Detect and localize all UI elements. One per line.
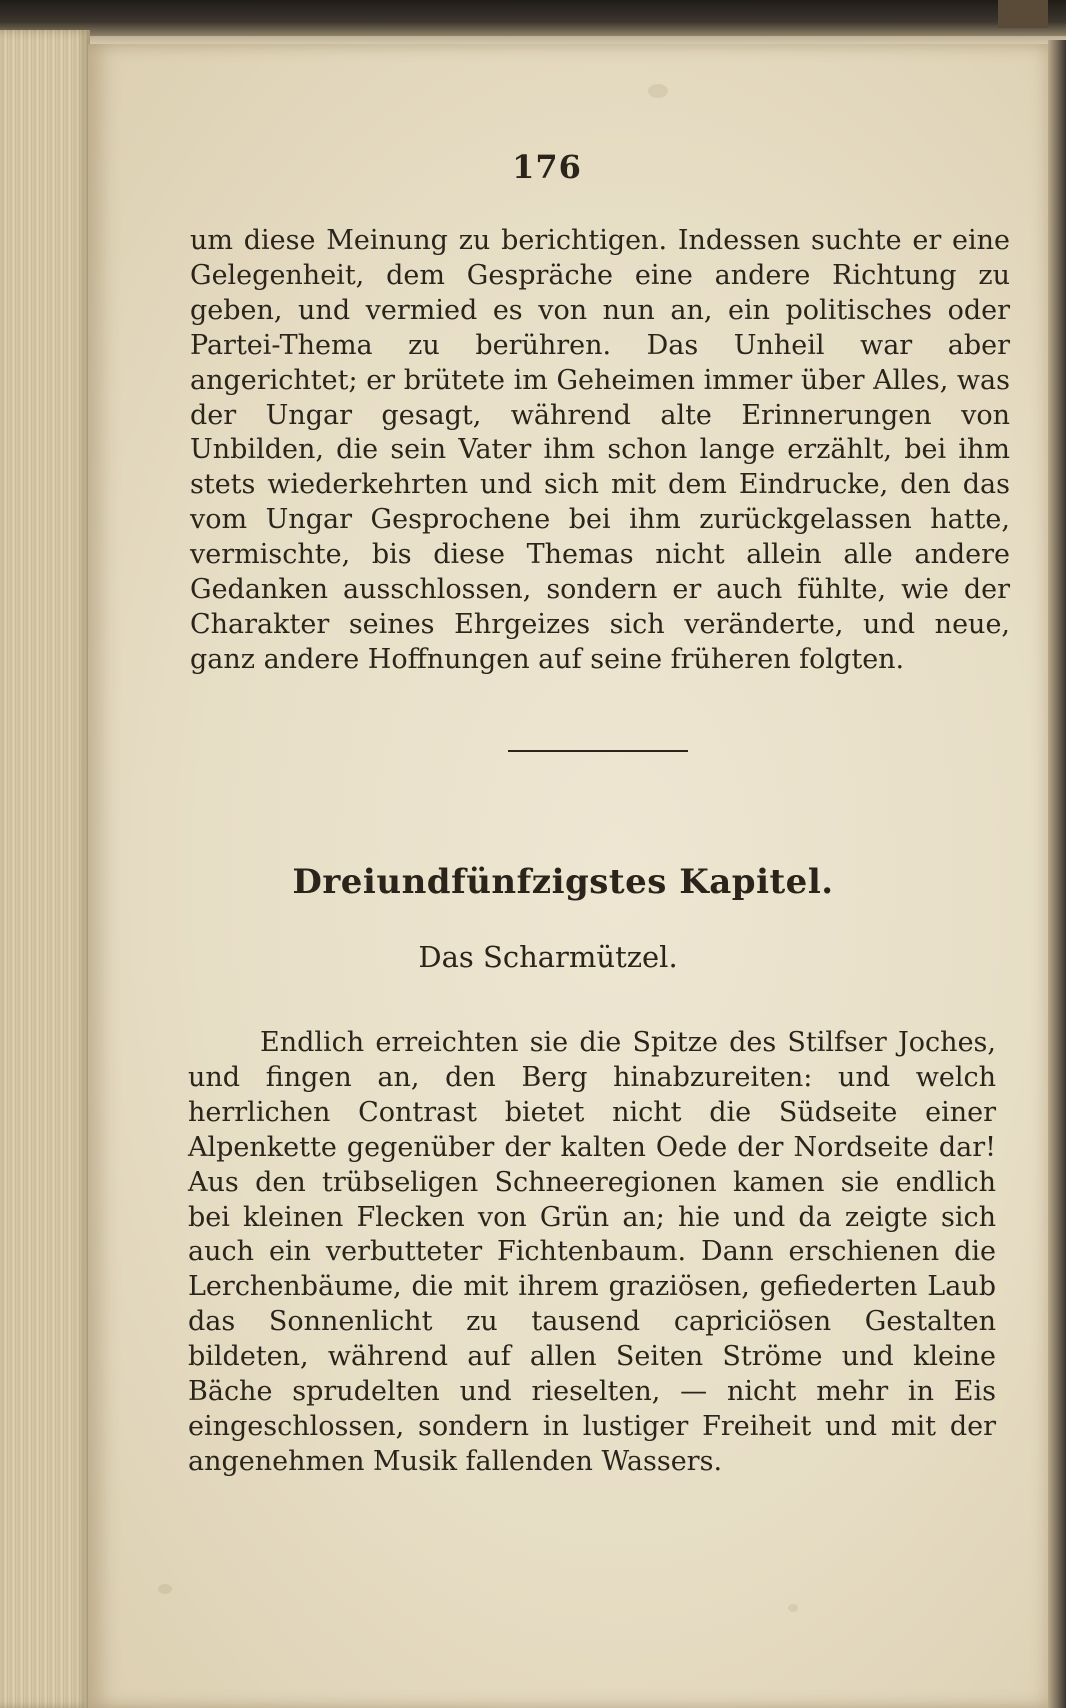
bookmark-tab: [998, 0, 1048, 28]
book-cover-top: [0, 0, 1066, 36]
section-divider: [508, 750, 688, 752]
page-number: 176: [512, 148, 582, 186]
paper-spot: [158, 1584, 172, 1594]
chapter-subtitle: Das Scharmützel.: [418, 940, 678, 974]
paragraph-bottom: Endlich erreichten sie die Spitze des Stilfser Joches, und fingen an, den Berg hinabzureiten: und welch herrlichen Contrast bietet nicht die Südseite einer Alpenkette gegenüber der kalten Oede der Nordseite dar! Aus den trübseligen Schneeregionen kamen sie endlich bei kleinen Flecken von Grün an; hie und da zeigte sich auch ein verbutteter Fichtenbaum. Dann erschienen die Lerchenbäume, die mit ihrem graziösen, gefiederten Laub das Sonnenlicht zu tausend capriciösen Gestalten bildeten, während auf allen Seiten Ströme und kleine Bäche sprudelten und rieselten, — nicht mehr in Eis eingeschlossen, sondern in lustiger Freiheit und mit der angenehmen Musik fallenden Wassers.: [188, 1027, 996, 1477]
chapter-title: Dreiundfünfzigstes Kapitel.: [292, 862, 834, 902]
paper-spot: [648, 84, 668, 98]
paper-spot: [788, 1604, 798, 1612]
paragraph-top: um diese Meinung zu berichtigen. Indessen suchte er eine Gelegenheit, dem Gespräche eine andere Richtung zu geben, und vermied es von nun an, ein politisches oder Partei-Thema zu berühren. Das Unheil war aber angerichtet; er brütete im Geheimen immer über Alles, was der Ungar gesagt, während alte Erinnerungen von Unbilden, die sein Vater ihm schon lange erzählt, bei ihm stets wiederkehrten und sich mit dem Eindrucke, den das vom Ungar Gesprochene bei ihm zurückgelassen hatte, vermischte, bis diese Themas nicht allein alle andere Gedanken ausschlossen, sondern er auch fühlte, wie der Charakter seines Ehrgeizes sich veränderte, und neue, ganz andere Hoffnungen auf seine früheren folgten.: [190, 225, 1010, 675]
